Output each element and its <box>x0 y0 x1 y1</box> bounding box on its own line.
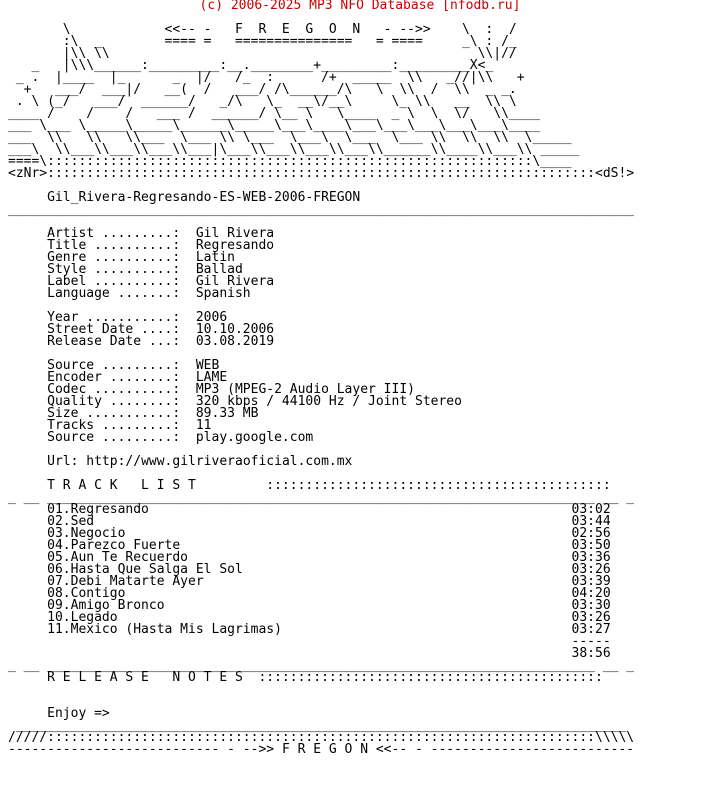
total-divider: ----- <box>8 634 611 649</box>
info-value: play.google.com <box>195 430 314 445</box>
banner-art-line: . \ (_/ ___/ ______/ _/\ \_ __\/__\ \_ \\ __ \\ \ <box>8 94 517 109</box>
track-time: 04:20 <box>571 586 611 601</box>
footer-dash-right: <<-- - -------------------------- <box>368 742 635 757</box>
info-label: Street Date ....: <box>8 322 196 337</box>
tracklist-heading: T R A C K L I S T <box>8 478 267 493</box>
info-value: Latin <box>195 250 235 265</box>
info-label: Source .........: <box>8 358 196 373</box>
track-time: 03:50 <box>571 538 611 553</box>
header-prefix: (c) 2006-2025 MP3 NFO Database [ <box>199 0 450 13</box>
info-row <box>8 334 274 349</box>
info-value: 89.33 MB <box>195 406 259 421</box>
info-label: Size ...........: <box>8 406 196 421</box>
info-value: 320 kbps / 44100 Hz / Joint Stereo <box>195 394 462 409</box>
footer-brand: F R E G O N <box>281 742 369 757</box>
notes-text: Enjoy => <box>8 706 110 721</box>
track-time: 03:02 <box>571 502 611 517</box>
track-time: 03:30 <box>571 598 611 613</box>
banner-art-line: :\ _ ==== = =============== = ==== _\ : /_ <box>8 34 517 49</box>
track-title: 01.Regresando <box>8 502 572 517</box>
info-label: Language .......: <box>8 286 196 301</box>
total-time: 38:56 <box>571 646 611 661</box>
track-time: 03:44 <box>571 514 611 529</box>
info-label: Release Date ...: <box>8 334 196 349</box>
info-value: Gil Rivera <box>195 274 275 289</box>
banner-art-line: ====\::::::::::::::::::::::::::::::::::::::::::::::::::::::::::::::\____ <box>8 154 572 169</box>
release-name: Gil_Rivera-Regresando-ES-WEB-2006-FREGON <box>8 190 361 205</box>
info-label: Label ..........: <box>8 274 196 289</box>
info-value: 03.08.2019 <box>195 334 275 349</box>
site-header <box>0 0 720 12</box>
info-value: LAME <box>195 370 228 385</box>
url-link[interactable]: http://www.gilriveraoficial.com.mx <box>86 454 353 469</box>
info-value: 11 <box>195 418 212 433</box>
info-row <box>8 430 313 445</box>
info-label: Year ...........: <box>8 310 196 325</box>
info-label: Encoder ........: <box>8 370 196 385</box>
divider: _ __ ______________________________________________________________________ __ _ <box>8 490 635 505</box>
info-label: Title ..........: <box>8 238 196 253</box>
info-value: 10.10.2006 <box>195 322 275 337</box>
track-time: 03:26 <box>571 610 611 625</box>
track-title: 10.Legado <box>8 610 572 625</box>
info-label: Genre ..........: <box>8 250 196 265</box>
header-suffix: ] <box>512 0 521 13</box>
nfo-body <box>8 24 634 756</box>
site-link[interactable]: nfodb.ru <box>450 0 513 13</box>
info-label: Source .........: <box>8 430 196 445</box>
info-value: MP3 (MPEG-2 Audio Layer III) <box>195 382 415 397</box>
track-title: 03.Negocio <box>8 526 572 541</box>
track-title: 06.Hasta Que Salga El Sol <box>8 562 572 577</box>
info-value: 2006 <box>195 310 228 325</box>
track-time: 02:56 <box>571 526 611 541</box>
track-title: 11.Mexico (Hasta Mis Lagrimas) <box>8 622 572 637</box>
banner-art-line: + ___/ ___|/ __( / ___/ /\______/\ \ \\ / \\ _ _. <box>8 82 517 97</box>
banner-art-line: \ <<-- - F R E G O N - -->> \ : / <box>8 22 517 37</box>
banner-art-line: |\\ \\ \\|// <box>8 46 517 61</box>
banner-tag-line <box>8 166 634 181</box>
info-label: Codec ..........: <box>8 382 196 397</box>
track-title: 05.Aun Te Recuerdo <box>8 550 572 565</box>
track-time: 03:39 <box>571 574 611 589</box>
divider: ______________________________________________________________________________ <box>8 718 627 733</box>
banner-art-line: ___ \___ \_____\_____\______\_____\___\____\___\___\___\___\___\____ <box>8 118 541 133</box>
info-value: WEB <box>195 358 220 373</box>
track-time: 03:26 <box>571 562 611 577</box>
url-row <box>8 454 352 469</box>
track-title: 02.Sed <box>8 514 572 529</box>
notes-divider: :::::::::::::::::::::::::::::::::::::::::::: <box>258 670 603 685</box>
track-time: 03:27 <box>571 622 611 637</box>
banner-art-line: _ . |____ |_ _ |/ /_ : /+ _____ \\ _//|\\ + <box>8 70 525 85</box>
info-value: Regresando <box>195 238 275 253</box>
info-value: Ballad <box>195 262 243 277</box>
url-label: Url: <box>8 454 87 469</box>
banner-right-tag: <dS!> <box>595 166 635 181</box>
info-label: Tracks .........: <box>8 418 196 433</box>
info-label: Style ..........: <box>8 262 196 277</box>
track-title: 07.Debi Matarte Ayer <box>8 574 572 589</box>
footer-dash-left: --------------------------- - -->> <box>8 742 282 757</box>
track-title: 08.Contigo <box>8 586 572 601</box>
banner-art-line: ____ / / / ___ / ______/ \__ \ \____ _ \ \ \/ \\____ <box>8 106 541 121</box>
banner-divider: :::::::::::::::::::::::::::::::::::::::::::::::::::::::::::::::::::::: <box>47 166 596 181</box>
info-label: Quality ........: <box>8 394 196 409</box>
notes-heading: R E L E A S E N O T E S <box>8 670 259 685</box>
info-row <box>8 286 251 301</box>
tracklist-divider: :::::::::::::::::::::::::::::::::::::::::::: <box>266 478 611 493</box>
info-value: Spanish <box>195 286 251 301</box>
banner-art-line: ___ \\ \\ \\___ \___ \\ \___ \___\ \___ \___ \\ \\ \\ \_____ <box>8 130 572 145</box>
footer-line <box>8 742 634 757</box>
divider: ________________________________________________________________________________ <box>8 202 635 217</box>
info-value: Gil Rivera <box>195 226 275 241</box>
divider: _ __ ______________________________________________________________________ __ _ <box>8 658 635 673</box>
info-label: Artist .........: <box>8 226 196 241</box>
section-header <box>8 670 603 685</box>
track-title: 09.Amigo Bronco <box>8 598 572 613</box>
track-title: 04.Parezco Fuerte <box>8 538 572 553</box>
banner-art-line: _ |\\\______:_________:__.________+_________:_________X<_ <box>8 58 494 73</box>
banner-art-line: ___\ \\___\\___\\___\\___|\___\\___\\___\\___\\______\\____\\___\\ _____ <box>8 142 580 157</box>
footer-art: /////::::::::::::::::::::::::::::::::::::::::::::::::::::::::::::::::::::::\\\\\ <box>8 730 635 745</box>
track-time: 03:36 <box>571 550 611 565</box>
banner-left-tag: <zNr> <box>8 166 48 181</box>
